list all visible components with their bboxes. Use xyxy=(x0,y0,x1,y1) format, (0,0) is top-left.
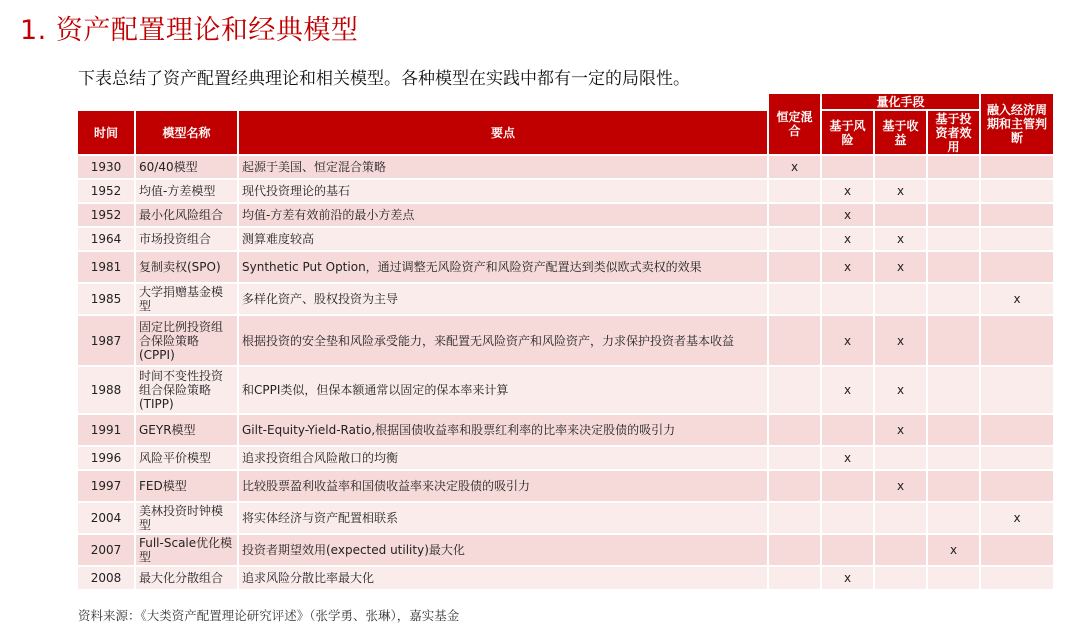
mark-cell: x xyxy=(822,204,873,226)
header-cycle: 融入经济周期和主管判断 xyxy=(981,94,1053,154)
mark-cell xyxy=(928,252,979,282)
mark-cell: x xyxy=(875,471,926,501)
mark-cell xyxy=(928,367,979,413)
mark-cell xyxy=(981,471,1053,501)
table-row xyxy=(78,156,1053,178)
mark-cell xyxy=(981,567,1053,589)
header-utility-based: 基于投资者效用 xyxy=(928,111,979,154)
table-row xyxy=(78,367,1053,413)
mark-cell xyxy=(769,471,820,501)
mark-cell xyxy=(981,535,1053,565)
mark-cell: x xyxy=(875,252,926,282)
mark-cell xyxy=(769,204,820,226)
year-cell: 2004 xyxy=(78,503,134,533)
header-year: 时间 xyxy=(78,111,134,154)
mark-cell xyxy=(875,156,926,178)
mark-cell xyxy=(928,316,979,365)
model-name-cell: 美林投资时钟模型 xyxy=(136,503,237,533)
key-point-cell: 起源于美国、恒定混合策略 xyxy=(239,156,767,178)
table-row xyxy=(78,316,1053,365)
mark-cell xyxy=(769,252,820,282)
mark-cell: x xyxy=(822,367,873,413)
key-point-cell: 将实体经济与资产配置相联系 xyxy=(239,503,767,533)
table-row xyxy=(78,204,1053,226)
table-row xyxy=(78,535,1053,565)
mark-cell xyxy=(981,252,1053,282)
header-risk-based: 基于风险 xyxy=(822,111,873,154)
mark-cell xyxy=(928,228,979,250)
key-point-cell: 根据投资的安全垫和风险承受能力，来配置无风险资产和风险资产，力求保护投资者基本收益 xyxy=(239,316,767,365)
mark-cell xyxy=(928,471,979,501)
year-cell: 2008 xyxy=(78,567,134,589)
mark-cell: x xyxy=(875,367,926,413)
header-return-based: 基于收益 xyxy=(875,111,926,154)
mark-cell xyxy=(928,567,979,589)
mark-cell xyxy=(769,415,820,445)
model-name-cell: FED模型 xyxy=(136,471,237,501)
key-point-cell: Synthetic Put Option，通过调整无风险资产和风险资产配置达到类似欧式卖权的效果 xyxy=(239,252,767,282)
mark-cell: x xyxy=(822,252,873,282)
mark-cell xyxy=(769,228,820,250)
mark-cell xyxy=(928,156,979,178)
key-point-cell: 和CPPI类似，但保本额通常以固定的保本率来计算 xyxy=(239,367,767,413)
mark-cell xyxy=(875,535,926,565)
year-cell: 1964 xyxy=(78,228,134,250)
page-title: 1. 资产配置理论和经典模型 xyxy=(20,15,359,46)
mark-cell xyxy=(875,567,926,589)
model-name-cell: Full-Scale优化模型 xyxy=(136,535,237,565)
mark-cell xyxy=(769,503,820,533)
mark-cell xyxy=(769,367,820,413)
year-cell: 2007 xyxy=(78,535,134,565)
mark-cell: x xyxy=(822,567,873,589)
key-point-cell: 均值-方差有效前沿的最小方差点 xyxy=(239,204,767,226)
mark-cell xyxy=(928,284,979,314)
model-name-cell: 最小化风险组合 xyxy=(136,204,237,226)
model-name-cell: GEYR模型 xyxy=(136,415,237,445)
table-body xyxy=(78,156,1053,589)
table-row xyxy=(78,447,1053,469)
model-name-cell: 60/40模型 xyxy=(136,156,237,178)
mark-cell xyxy=(822,156,873,178)
models-table xyxy=(76,92,1055,591)
mark-cell xyxy=(822,503,873,533)
mark-cell: x xyxy=(769,156,820,178)
mark-cell xyxy=(928,503,979,533)
mark-cell xyxy=(928,447,979,469)
mark-cell xyxy=(822,535,873,565)
header-model: 模型名称 xyxy=(136,111,237,154)
mark-cell xyxy=(822,284,873,314)
mark-cell: x xyxy=(875,415,926,445)
year-cell: 1996 xyxy=(78,447,134,469)
year-cell: 1981 xyxy=(78,252,134,282)
mark-cell: x xyxy=(981,503,1053,533)
table-row xyxy=(78,180,1053,202)
year-cell: 1952 xyxy=(78,204,134,226)
mark-cell xyxy=(981,367,1053,413)
key-point-cell: 投资者期望效用(expected utility)最大化 xyxy=(239,535,767,565)
key-point-cell: 比较股票盈利收益率和国债收益率来决定股债的吸引力 xyxy=(239,471,767,501)
model-name-cell: 复制卖权(SPO) xyxy=(136,252,237,282)
model-name-cell: 市场投资组合 xyxy=(136,228,237,250)
table-row xyxy=(78,228,1053,250)
model-name-cell: 最大化分散组合 xyxy=(136,567,237,589)
mark-cell xyxy=(769,535,820,565)
table-row xyxy=(78,567,1053,589)
year-cell: 1991 xyxy=(78,415,134,445)
key-point-cell: 多样化资产、股权投资为主导 xyxy=(239,284,767,314)
mark-cell xyxy=(981,204,1053,226)
mark-cell xyxy=(822,415,873,445)
table-row xyxy=(78,503,1053,533)
mark-cell xyxy=(769,180,820,202)
year-cell: 1985 xyxy=(78,284,134,314)
mark-cell xyxy=(928,204,979,226)
mark-cell: x xyxy=(875,316,926,365)
model-name-cell: 大学捐赠基金模型 xyxy=(136,284,237,314)
model-name-cell: 固定比例投资组合保险策略(CPPI) xyxy=(136,316,237,365)
mark-cell xyxy=(769,447,820,469)
mark-cell xyxy=(875,284,926,314)
mark-cell xyxy=(928,415,979,445)
source-note: 资料来源：《大类资产配置理论研究评述》（张学勇、张琳），嘉实基金 xyxy=(78,608,460,623)
mark-cell xyxy=(769,284,820,314)
mark-cell: x xyxy=(981,284,1053,314)
key-point-cell: 追求风险分散比率最大化 xyxy=(239,567,767,589)
mark-cell: x xyxy=(928,535,979,565)
mark-cell: x xyxy=(875,228,926,250)
header-point: 要点 xyxy=(239,111,767,154)
header-fixed-mix: 恒定混合 xyxy=(769,94,820,154)
mark-cell xyxy=(981,447,1053,469)
mark-cell: x xyxy=(875,180,926,202)
mark-cell xyxy=(769,316,820,365)
mark-cell: x xyxy=(822,316,873,365)
key-point-cell: 追求投资组合风险敞口的均衡 xyxy=(239,447,767,469)
mark-cell xyxy=(928,180,979,202)
mark-cell xyxy=(981,415,1053,445)
year-cell: 1930 xyxy=(78,156,134,178)
year-cell: 1997 xyxy=(78,471,134,501)
mark-cell xyxy=(981,180,1053,202)
mark-cell xyxy=(875,503,926,533)
mark-cell: x xyxy=(822,228,873,250)
mark-cell xyxy=(875,204,926,226)
table-row xyxy=(78,284,1053,314)
mark-cell: x xyxy=(822,447,873,469)
model-name-cell: 均值-方差模型 xyxy=(136,180,237,202)
mark-cell xyxy=(981,316,1053,365)
key-point-cell: 测算难度较高 xyxy=(239,228,767,250)
intro-text: 下表总结了资产配置经典理论和相关模型。各种模型在实践中都有一定的局限性。 xyxy=(78,69,690,89)
year-cell: 1952 xyxy=(78,180,134,202)
table-row xyxy=(78,471,1053,501)
mark-cell xyxy=(981,228,1053,250)
mark-cell xyxy=(981,156,1053,178)
table-row xyxy=(78,252,1053,282)
key-point-cell: Gilt-Equity-Yield-Ratio,根据国债收益率和股票红利率的比率来决定股债的吸引力 xyxy=(239,415,767,445)
key-point-cell: 现代投资理论的基石 xyxy=(239,180,767,202)
model-name-cell: 风险平价模型 xyxy=(136,447,237,469)
mark-cell xyxy=(769,567,820,589)
table-row xyxy=(78,415,1053,445)
year-cell: 1988 xyxy=(78,367,134,413)
mark-cell xyxy=(875,447,926,469)
model-name-cell: 时间不变性投资组合保险策略(TIPP) xyxy=(136,367,237,413)
mark-cell: x xyxy=(822,180,873,202)
year-cell: 1987 xyxy=(78,316,134,365)
header-quant-group: 量化手段 xyxy=(822,94,979,109)
mark-cell xyxy=(822,471,873,501)
